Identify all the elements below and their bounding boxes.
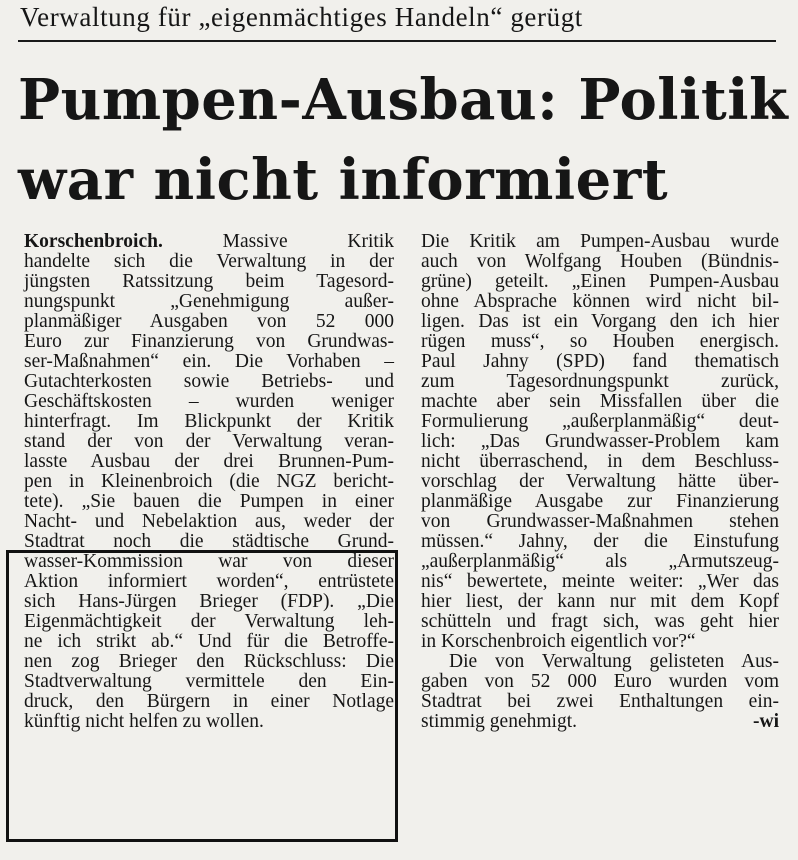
left-line: druck, den Bürgern in einer Notlage (24, 691, 394, 712)
left-line: Nacht- und Nebelaktion aus, weder der (24, 511, 394, 532)
right-line: grüne) geteilt. „Einen Pumpen-Ausbau (421, 271, 779, 292)
author-signature: -wi (753, 711, 779, 732)
right-line: nicht überraschend, in dem Beschluss- (421, 451, 779, 472)
headline-line-2: war nicht informiert (18, 147, 669, 213)
right-line: schütteln und fragt sich, was geht hier (421, 611, 779, 632)
left-line: Gutachterkosten sowie Betriebs- und (24, 371, 394, 392)
right-line: hier liest, der kann nur mit dem Kopf (421, 591, 779, 612)
left-line: Stadtverwaltung vermittele den Ein- (24, 671, 394, 692)
right-line: ligen. Das ist ein Vorgang den ich hier (421, 311, 779, 332)
right-line-final: stimmig genehmigt. -wi (421, 711, 779, 732)
right-line: nis“ bewertete, meinte weiter: „Wer das (421, 571, 779, 592)
right-line: rügen muss“, so Houben energisch. (421, 331, 779, 352)
right-line: Formulierung „außerplanmäßig“ deut- (421, 411, 779, 432)
left-line: planmäßiger Ausgaben von 52 000 (24, 311, 394, 332)
left-line: nen zog Brieger den Rückschluss: Die (24, 651, 394, 672)
dateline: Korschenbroich. (24, 231, 163, 252)
left-line: jüngsten Ratssitzung beim Tagesord- (24, 271, 394, 292)
right-column (421, 232, 779, 732)
right-line: lich: „Das Grundwasser-Problem kam (421, 431, 779, 452)
left-line: tete). „Sie bauen die Pumpen in einer (24, 491, 394, 512)
right-line: Die Kritik am Pumpen-Ausbau wurde (421, 231, 779, 252)
right-line: zum Tagesordnungspunkt zurück, (421, 371, 779, 392)
right-line: ohne Absprache können wird nicht bil- (421, 291, 779, 312)
right-line: gaben von 52 000 Euro wurden vom (421, 671, 779, 692)
highlight-box (6, 550, 398, 842)
right-line: planmäßige Ausgabe zur Finanzierung (421, 491, 779, 512)
left-line: wasser-Kommission war von dieser (24, 551, 394, 572)
left-line: Geschäftskosten – wurden weniger (24, 391, 394, 412)
left-line: Euro zur Finanzierung von Grundwas- (24, 331, 394, 352)
left-line: pen in Kleinenbroich (die NGZ bericht- (24, 471, 394, 492)
right-line: von Grundwasser-Maßnahmen stehen (421, 511, 779, 532)
right-line: vorschlag der Verwaltung hätte über- (421, 471, 779, 492)
right-line: Stadtrat bei zwei Enthaltungen ein- (421, 691, 779, 712)
right-line: Die von Verwaltung gelisteten Aus- (449, 651, 779, 672)
right-line: Paul Jahny (SPD) fand thematisch (421, 351, 779, 372)
left-line: Stadtrat noch die städtische Grund- (24, 531, 394, 552)
left-line: handelte sich die Verwaltung in der (24, 251, 394, 272)
headline (18, 60, 793, 220)
right-line: machte aber sein Missfallen über die (421, 391, 779, 412)
left-line: lasste Ausbau der drei Brunnen-Pum- (24, 451, 394, 472)
left-line: künftig nicht helfen zu wollen. (24, 711, 264, 732)
right-line: müssen.“ Jahny, der die Einstufung (421, 531, 779, 552)
kicker: Verwaltung für „eigenmächtiges Handeln“ gerügt (20, 2, 583, 32)
left-line: hinterfragt. Im Blickpunkt der Kritik (24, 411, 394, 432)
left-line: Eigenmächtigkeit der Verwaltung leh- (24, 611, 394, 632)
left-line: ser-Maßnahmen“ ein. Die Vorhaben – (24, 351, 394, 372)
kicker-rule (18, 40, 776, 42)
headline-line-1: Pumpen-Ausbau: Politik (18, 67, 789, 133)
left-line: ne ich strikt ab.“ Und für die Betroffe- (24, 631, 394, 652)
left-line: stand der von der Verwaltung veran- (24, 431, 394, 452)
right-line: auch von Wolfgang Houben (Bündnis- (421, 251, 779, 272)
left-line-1: Korschenbroich. Massive Kritik (24, 231, 394, 252)
right-line: in Korschenbroich eigentlich vor?“ (421, 631, 696, 652)
left-line: nungspunkt „Genehmigung außer- (24, 291, 394, 312)
left-line: sich Hans-Jürgen Brieger (FDP). „Die (24, 591, 394, 612)
right-line: „außerplanmäßig“ als „Armutszeug- (421, 551, 779, 572)
left-line: Aktion informiert worden“, entrüstete (24, 571, 394, 592)
